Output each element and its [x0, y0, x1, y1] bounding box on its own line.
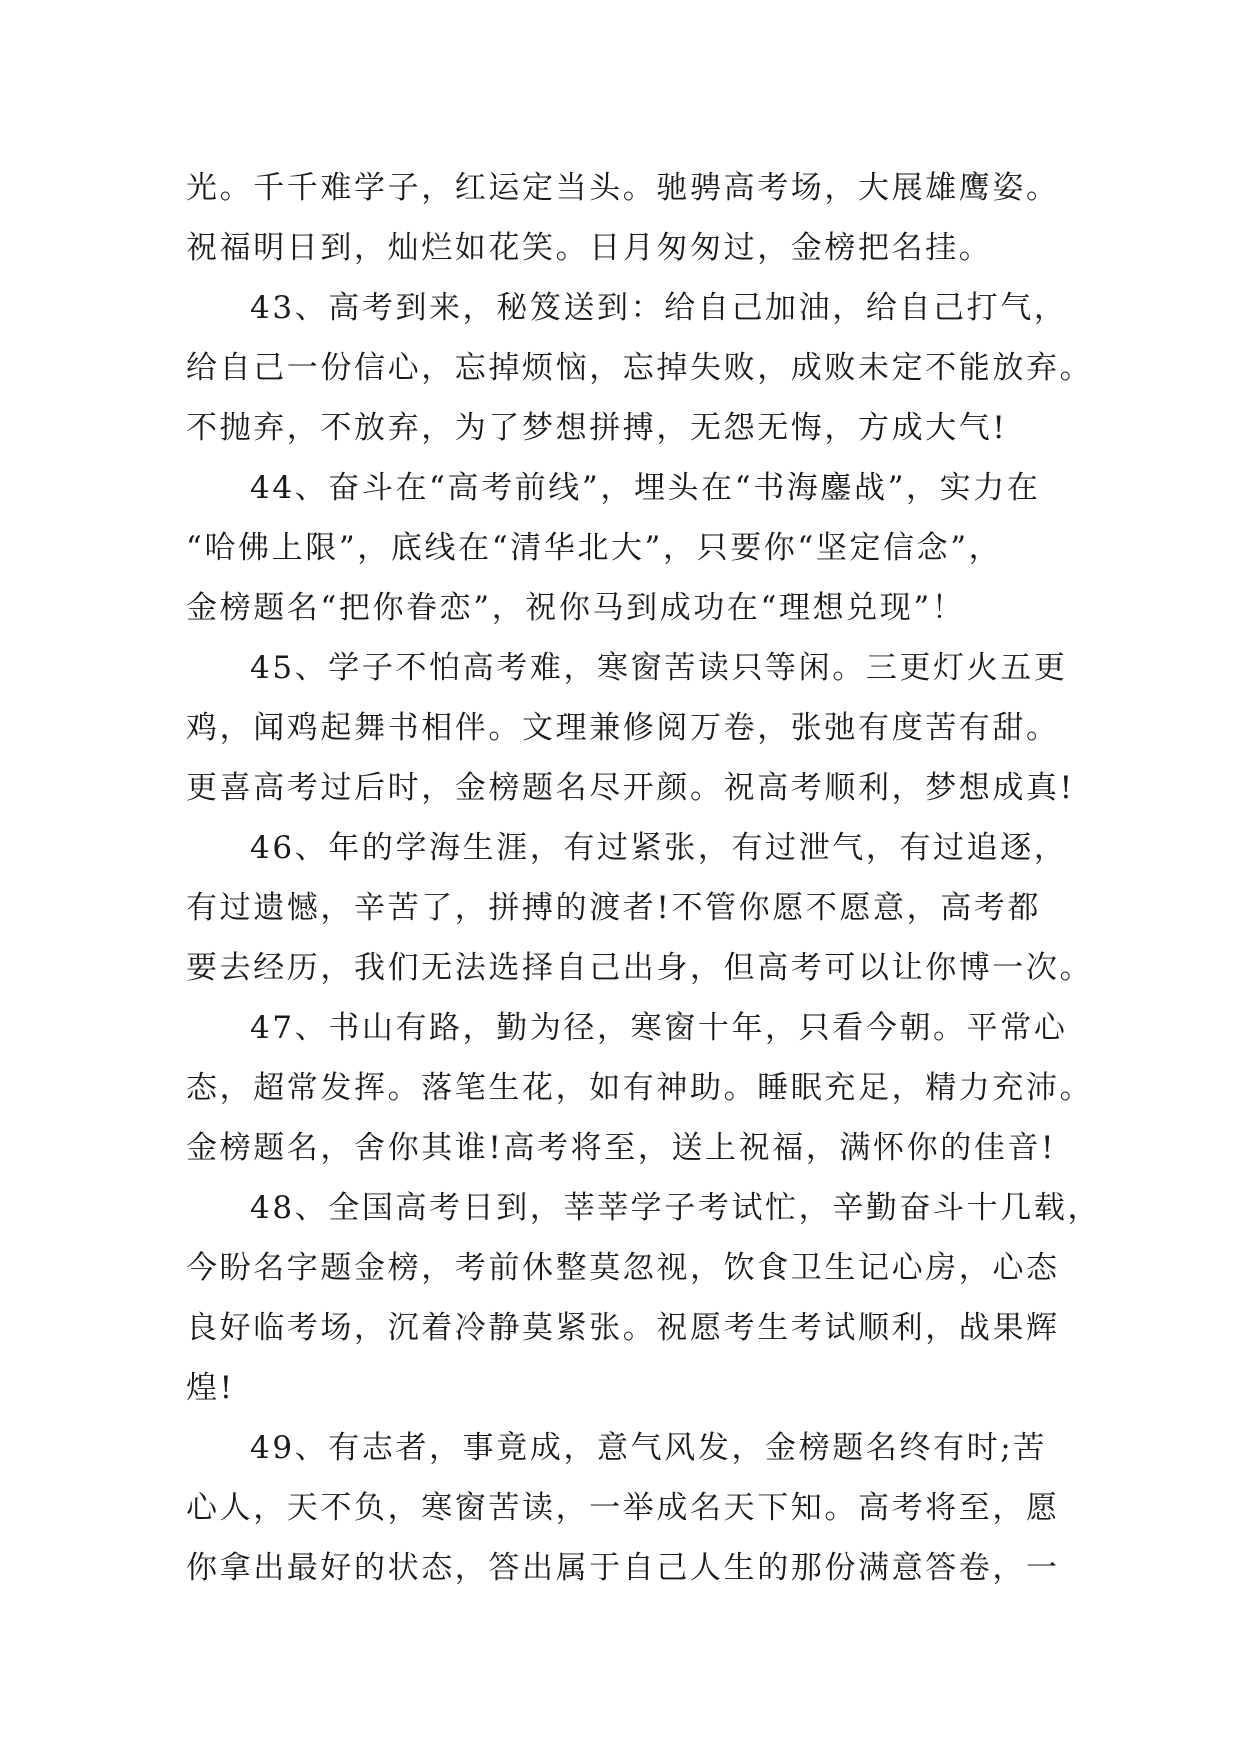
text-line: 鸡，闻鸡起舞书相伴。文理兼修阅万卷，张弛有度苦有甜。: [186, 710, 1060, 746]
text-line: 要去经历，我们无法选择自己出身，但高考可以让你博一次。: [186, 950, 1094, 986]
text-line: “哈佛上限”，底线在“清华北大”，只要你“坚定信念”，: [186, 530, 1003, 566]
text-line: 给自己一份信心，忘掉烦恼，忘掉失败，成败未定不能放弃。: [186, 350, 1094, 386]
text-line: 煌!: [186, 1370, 235, 1406]
text-line: 你拿出最好的状态，答出属于自己人生的那份满意答卷，一: [186, 1550, 1060, 1586]
text-line: 良好临考场，沉着冷静莫紧张。祝愿考生考试顺利，战果辉: [186, 1310, 1060, 1346]
paragraph-45: [186, 638, 1075, 818]
text-line: 48、全国高考日到，莘莘学子考试忙，辛勤奋斗十几载，: [250, 1190, 1102, 1226]
text-line: 有过遗憾，辛苦了，拼搏的渡者!不管你愿不愿意，高考都: [186, 890, 1042, 926]
text-line: 金榜题名“把你眷恋”，祝你马到成功在“理想兑现”！: [186, 590, 966, 626]
text-line: 心人，天不负，寒窗苦读，一举成名天下知。高考将至，愿: [186, 1490, 1060, 1526]
text-line: 43、高考到来，秘笈送到：给自己加油，给自己打气，: [250, 290, 1068, 326]
paragraph-43: [186, 278, 1094, 458]
text-line: 不抛弃，不放弃，为了梦想拼搏，无怨无悔，方成大气!: [186, 410, 1008, 446]
document-body: [186, 158, 1102, 1598]
paragraph-47: [186, 998, 1094, 1178]
text-line: 今盼名字题金榜，考前休整莫忽视，饮食卫生记心房，心态: [186, 1250, 1060, 1286]
paragraph-46: [186, 818, 1094, 998]
text-line: 光。千千难学子，红运定当头。驰骋高考场，大展雄鹰姿。: [186, 170, 1060, 206]
paragraph-continuation: [186, 158, 1066, 278]
text-line: 47、书山有路，勤为径，寒窗十年，只看今朝。平常心: [250, 1010, 1068, 1046]
text-line: 金榜题名，舍你其谁!高考将至，送上祝福，满怀你的佳音!: [186, 1130, 1057, 1166]
paragraph-48: [186, 1178, 1102, 1418]
paragraph-49: [186, 1418, 1066, 1598]
text-line: 44、奋斗在“高考前线”，埋头在“书海鏖战”，实力在: [250, 470, 1041, 506]
text-line: 49、有志者，事竟成，意气风发，金榜题名终有时;苦: [250, 1430, 1047, 1466]
text-line: 45、学子不怕高考难，寒窗苦读只等闲。三更灯火五更: [250, 650, 1068, 686]
text-line: 更喜高考过后时，金榜题名尽开颜。祝高考顺利，梦想成真!: [186, 770, 1075, 806]
text-line: 祝福明日到，灿烂如花笑。日月匆匆过，金榜把名挂。: [186, 230, 993, 266]
paragraph-44: [186, 458, 1066, 638]
text-line: 46、年的学海生涯，有过紧张，有过泄气，有过追逐，: [250, 830, 1068, 866]
text-line: 态，超常发挥。落笔生花，如有神助。睡眠充足，精力充沛。: [186, 1070, 1094, 1106]
